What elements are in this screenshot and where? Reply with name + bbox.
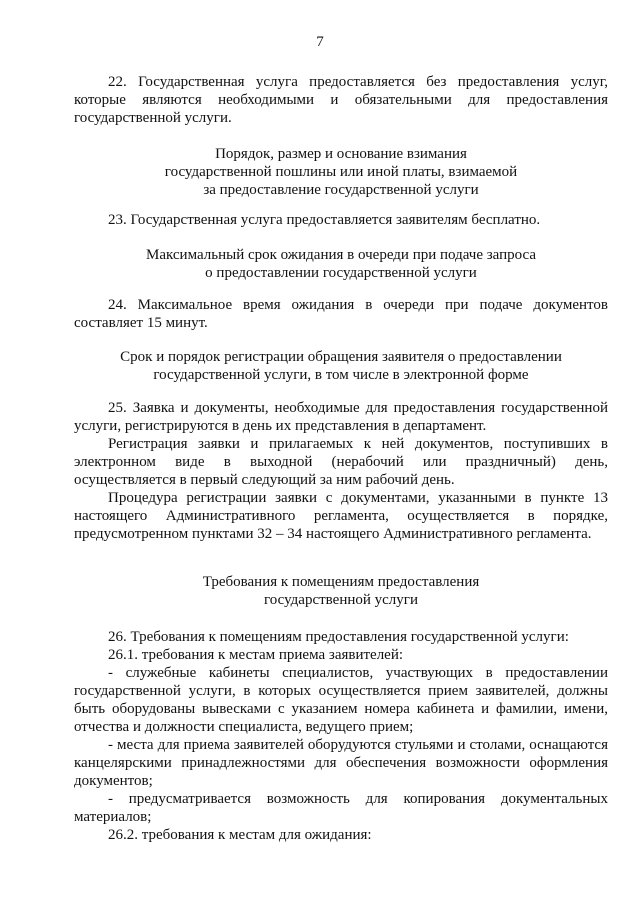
- text-line: предусмотренном пунктами 32 – 34 настоящего Административного регламента.: [74, 526, 592, 542]
- text-line: Регистрация заявки и прилагаемых к ней документов, поступивших в: [108, 436, 608, 452]
- section-heading-registration: [74, 348, 608, 384]
- heading-line: государственной услуги: [264, 592, 418, 608]
- heading-line: за предоставление государственной услуги: [203, 182, 479, 198]
- text-line: 23. Государственная услуга предоставляется заявителям бесплатно.: [108, 212, 541, 228]
- heading-line: Срок и порядок регистрации обращения заявителя о предоставлении: [120, 349, 562, 365]
- heading-line: Максимальный срок ожидания в очереди при подаче запроса: [145, 247, 537, 263]
- text-line: 25. Заявка и документы, необходимые для предоставления государственной: [108, 400, 608, 416]
- text-line: 24. Максимальное время ожидания в очереди при подаче документов: [108, 297, 608, 313]
- text-line: - служебные кабинеты специалистов, участвующих в предоставлении: [108, 665, 608, 681]
- paragraph-26: [74, 628, 608, 844]
- text-line: - предусматривается возможность для копирования документальных: [108, 791, 608, 807]
- heading-line: Порядок, размер и основание взимания: [215, 146, 467, 162]
- text-line: услуги, регистрируются в день их представления в департамент.: [74, 418, 487, 434]
- text-line: канцелярскими принадлежностями для обеспечения возможности оформления: [74, 755, 608, 771]
- paragraph-24: [74, 296, 608, 332]
- paragraph-25: [74, 399, 608, 543]
- text-line: осуществляется в первый следующий за ним рабочий день.: [74, 472, 455, 488]
- heading-line: Требования к помещениям предоставления: [202, 574, 480, 590]
- text-line: которые являются необходимыми и обязательными для предоставления: [74, 92, 608, 108]
- heading-line: о предоставлении государственной услуги: [205, 265, 477, 281]
- text-line: материалов;: [74, 809, 152, 825]
- text-line: 22. Государственная услуга предоставляется без предоставления услуг,: [108, 74, 608, 90]
- text-line: составляет 15 минут.: [74, 315, 208, 331]
- section-heading-fees: [74, 145, 608, 199]
- section-heading-premises: [74, 573, 608, 609]
- text-line: документов;: [74, 773, 153, 789]
- section-heading-queue: [74, 246, 608, 282]
- text-line: настоящего Административного регламента, осуществляется в порядке,: [74, 508, 608, 524]
- text-line: 26.2. требования к местам для ожидания:: [108, 827, 372, 843]
- heading-line: государственной пошлины или иной платы, взимаемой: [164, 164, 518, 180]
- text-line: электронном виде в выходной (нерабочий или праздничный) день,: [74, 454, 608, 470]
- paragraph-23: [74, 211, 608, 229]
- text-line: - места для приема заявителей оборудуются стульями и столами, оснащаются: [108, 737, 608, 753]
- page-number: 7: [316, 34, 324, 50]
- paragraph-22: [74, 73, 608, 127]
- text-line: Процедура регистрации заявки с документами, указанными в пункте 13: [108, 490, 608, 506]
- text-line: отчества и должности специалиста, ведущего прием;: [74, 719, 414, 735]
- heading-line: государственной услуги, в том числе в электронной форме: [153, 367, 529, 383]
- text-line: 26.1. требования к местам приема заявителей:: [108, 647, 404, 663]
- text-line: быть оборудованы вывесками с указанием номера кабинета и фамилии, имени,: [74, 701, 608, 717]
- text-line: государственной услуги.: [74, 110, 232, 126]
- text-line: 26. Требования к помещениям предоставления государственной услуги:: [108, 629, 569, 645]
- text-line: государственной услуги, в которых осуществляется прием заявителей, должны: [74, 683, 608, 699]
